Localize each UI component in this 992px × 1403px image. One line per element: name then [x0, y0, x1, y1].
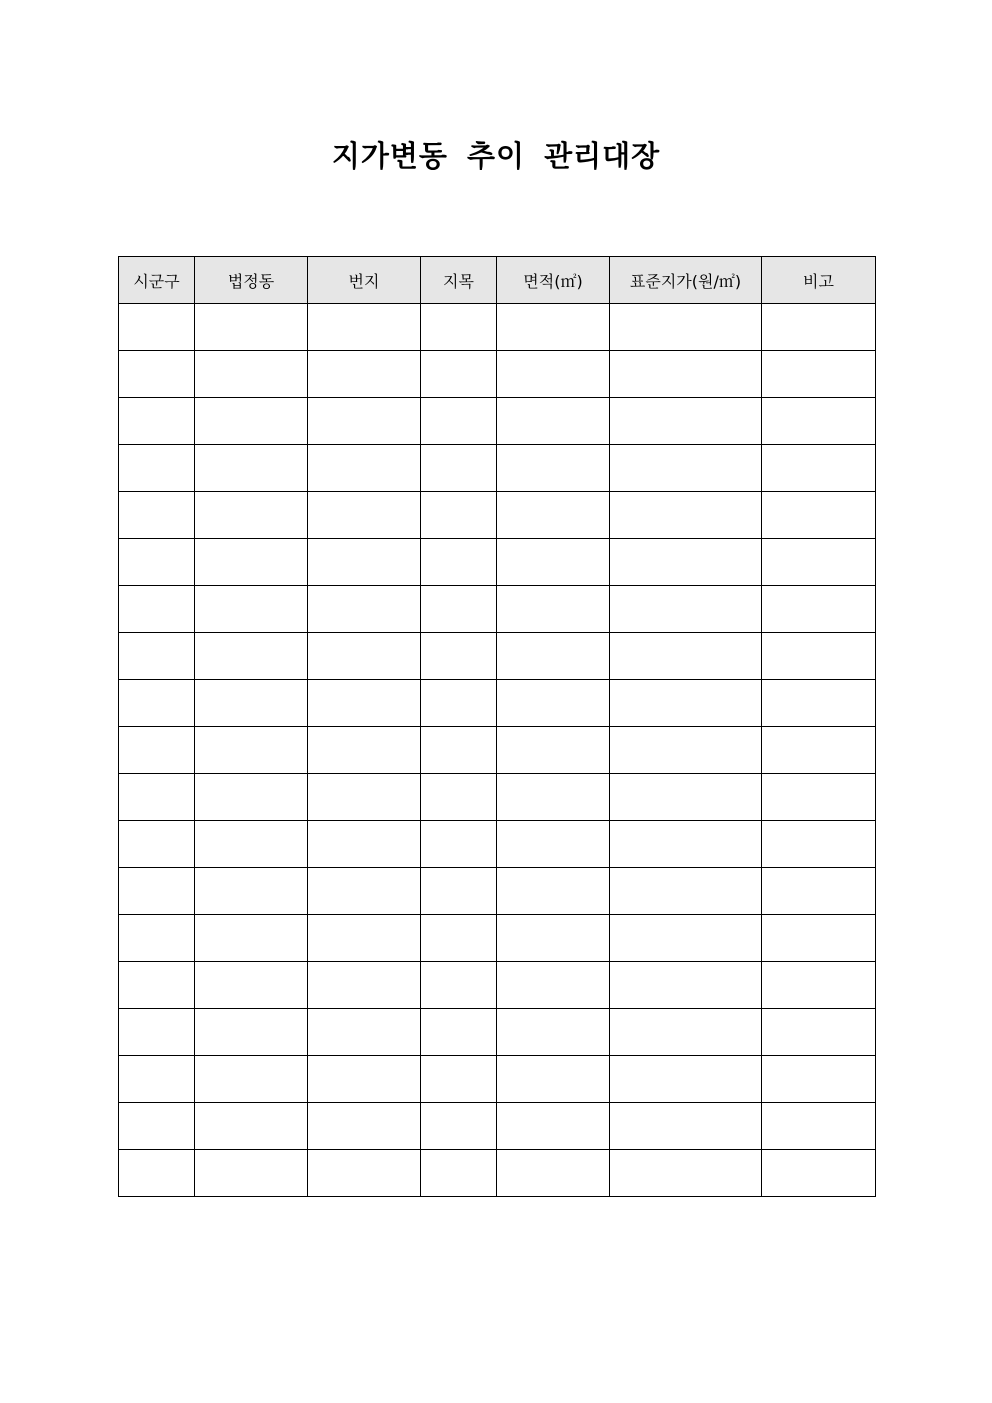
table-cell[interactable] — [119, 868, 195, 915]
table-cell[interactable] — [195, 962, 308, 1009]
table-cell[interactable] — [610, 680, 762, 727]
table-cell[interactable] — [308, 915, 421, 962]
table-cell[interactable] — [421, 727, 497, 774]
table-cell[interactable] — [308, 586, 421, 633]
table-row — [119, 1056, 876, 1103]
header-sigungu: 시군구 — [119, 257, 195, 304]
table-cell[interactable] — [497, 586, 610, 633]
table-cell[interactable] — [421, 774, 497, 821]
table-row — [119, 774, 876, 821]
table-cell[interactable] — [762, 1103, 876, 1150]
table-cell[interactable] — [308, 492, 421, 539]
table-cell[interactable] — [497, 351, 610, 398]
table-cell[interactable] — [119, 586, 195, 633]
table-cell[interactable] — [421, 633, 497, 680]
table-cell[interactable] — [610, 1056, 762, 1103]
table-cell[interactable] — [421, 492, 497, 539]
table-cell[interactable] — [762, 304, 876, 351]
header-standard-land-price: 표준지가(원/㎡) — [610, 257, 762, 304]
table-cell[interactable] — [762, 821, 876, 868]
table-cell[interactable] — [762, 868, 876, 915]
table-row — [119, 633, 876, 680]
table-cell[interactable] — [119, 1150, 195, 1197]
table-cell[interactable] — [762, 680, 876, 727]
table-cell[interactable] — [195, 445, 308, 492]
table-row — [119, 915, 876, 962]
table-cell[interactable] — [195, 821, 308, 868]
table-cell[interactable] — [195, 727, 308, 774]
table-cell[interactable] — [762, 774, 876, 821]
table-cell[interactable] — [497, 1103, 610, 1150]
table-cell[interactable] — [308, 727, 421, 774]
table-row — [119, 1150, 876, 1197]
header-beopjeongdong: 법정동 — [195, 257, 308, 304]
table-cell[interactable] — [119, 1009, 195, 1056]
table-cell[interactable] — [195, 1150, 308, 1197]
table-cell[interactable] — [497, 539, 610, 586]
table-cell[interactable] — [497, 821, 610, 868]
table-cell[interactable] — [119, 633, 195, 680]
table-cell[interactable] — [308, 962, 421, 1009]
table-cell[interactable] — [497, 727, 610, 774]
table-cell[interactable] — [119, 680, 195, 727]
table-cell[interactable] — [497, 915, 610, 962]
header-row — [119, 257, 876, 304]
table-cell[interactable] — [119, 821, 195, 868]
table-cell[interactable] — [119, 1103, 195, 1150]
table-cell[interactable] — [497, 492, 610, 539]
table-cell[interactable] — [497, 680, 610, 727]
table-cell[interactable] — [497, 445, 610, 492]
table-cell[interactable] — [497, 398, 610, 445]
table-cell[interactable] — [762, 1056, 876, 1103]
table-body — [119, 304, 876, 1197]
table-row — [119, 821, 876, 868]
table-cell[interactable] — [421, 821, 497, 868]
table-cell[interactable] — [497, 1056, 610, 1103]
table-cell[interactable] — [421, 680, 497, 727]
table-cell[interactable] — [421, 445, 497, 492]
table-row — [119, 586, 876, 633]
table-cell[interactable] — [497, 868, 610, 915]
table-cell[interactable] — [421, 539, 497, 586]
header-area: 면적(㎡) — [497, 257, 610, 304]
table-cell[interactable] — [610, 962, 762, 1009]
table-cell[interactable] — [762, 1009, 876, 1056]
table-cell[interactable] — [195, 1103, 308, 1150]
table-row — [119, 539, 876, 586]
table-cell[interactable] — [195, 304, 308, 351]
table-cell[interactable] — [421, 1150, 497, 1197]
table-cell[interactable] — [308, 445, 421, 492]
table-cell[interactable] — [610, 915, 762, 962]
table-cell[interactable] — [610, 398, 762, 445]
table-cell[interactable] — [308, 1150, 421, 1197]
table-cell[interactable] — [195, 492, 308, 539]
table-cell[interactable] — [195, 398, 308, 445]
table-cell[interactable] — [497, 304, 610, 351]
table-row — [119, 304, 876, 351]
table-cell[interactable] — [195, 351, 308, 398]
table-cell[interactable] — [195, 915, 308, 962]
table-row — [119, 962, 876, 1009]
table-cell[interactable] — [421, 351, 497, 398]
table-row — [119, 492, 876, 539]
table-cell[interactable] — [308, 539, 421, 586]
table-cell[interactable] — [610, 445, 762, 492]
table-cell[interactable] — [762, 1150, 876, 1197]
table-cell[interactable] — [610, 868, 762, 915]
table-cell[interactable] — [421, 1056, 497, 1103]
table-cell[interactable] — [497, 633, 610, 680]
table-cell[interactable] — [195, 586, 308, 633]
table-cell[interactable] — [421, 304, 497, 351]
table-cell[interactable] — [497, 774, 610, 821]
table-cell[interactable] — [421, 1009, 497, 1056]
table-cell[interactable] — [610, 492, 762, 539]
table-cell[interactable] — [119, 1056, 195, 1103]
table-row — [119, 398, 876, 445]
table-cell[interactable] — [421, 1103, 497, 1150]
table-cell[interactable] — [762, 915, 876, 962]
table-row — [119, 1103, 876, 1150]
header-lot-number: 번지 — [308, 257, 421, 304]
table-cell[interactable] — [308, 304, 421, 351]
page-title: 지가변동 추이 관리대장 — [331, 139, 661, 173]
header-land-category: 지목 — [421, 257, 497, 304]
table-cell[interactable] — [119, 539, 195, 586]
table-row — [119, 868, 876, 915]
table-cell[interactable] — [762, 633, 876, 680]
table-cell[interactable] — [421, 868, 497, 915]
table-cell[interactable] — [308, 821, 421, 868]
table-cell[interactable] — [762, 586, 876, 633]
table-cell[interactable] — [308, 633, 421, 680]
table-cell[interactable] — [762, 962, 876, 1009]
table-cell[interactable] — [195, 868, 308, 915]
table-cell[interactable] — [308, 1009, 421, 1056]
table-cell[interactable] — [610, 821, 762, 868]
table-cell[interactable] — [421, 586, 497, 633]
table-cell[interactable] — [762, 492, 876, 539]
table-row — [119, 445, 876, 492]
table-cell[interactable] — [421, 962, 497, 1009]
table-cell[interactable] — [308, 1103, 421, 1150]
table-cell[interactable] — [195, 1009, 308, 1056]
table-cell[interactable] — [308, 398, 421, 445]
table-cell[interactable] — [610, 1103, 762, 1150]
table-cell[interactable] — [308, 868, 421, 915]
table-cell[interactable] — [610, 1009, 762, 1056]
table-cell[interactable] — [421, 398, 497, 445]
table-cell[interactable] — [421, 915, 497, 962]
table-cell[interactable] — [195, 680, 308, 727]
table-cell[interactable] — [762, 398, 876, 445]
table-cell[interactable] — [119, 492, 195, 539]
table-cell[interactable] — [195, 633, 308, 680]
table-cell[interactable] — [497, 1009, 610, 1056]
table-cell[interactable] — [119, 445, 195, 492]
table-row — [119, 1009, 876, 1056]
table-cell[interactable] — [119, 774, 195, 821]
table-cell[interactable] — [308, 351, 421, 398]
header-remarks: 비고 — [762, 257, 876, 304]
table-cell[interactable] — [762, 539, 876, 586]
table-cell[interactable] — [610, 539, 762, 586]
table-cell[interactable] — [119, 304, 195, 351]
table-cell[interactable] — [119, 398, 195, 445]
table-cell[interactable] — [610, 304, 762, 351]
table-cell[interactable] — [308, 680, 421, 727]
table-cell[interactable] — [610, 1150, 762, 1197]
table-cell[interactable] — [610, 586, 762, 633]
table-row — [119, 727, 876, 774]
table-cell[interactable] — [195, 1056, 308, 1103]
table-cell[interactable] — [610, 727, 762, 774]
table-cell[interactable] — [762, 727, 876, 774]
table-cell[interactable] — [119, 351, 195, 398]
table-cell[interactable] — [497, 1150, 610, 1197]
table-cell[interactable] — [497, 962, 610, 1009]
table-cell[interactable] — [119, 962, 195, 1009]
table-row — [119, 680, 876, 727]
table-row — [119, 351, 876, 398]
table-cell[interactable] — [119, 915, 195, 962]
table-cell[interactable] — [195, 774, 308, 821]
table-cell[interactable] — [119, 727, 195, 774]
table-cell[interactable] — [762, 351, 876, 398]
table-cell[interactable] — [610, 351, 762, 398]
table-cell[interactable] — [308, 774, 421, 821]
land-price-ledger-table — [118, 256, 876, 1197]
table-cell[interactable] — [195, 539, 308, 586]
table-cell[interactable] — [610, 774, 762, 821]
table-cell[interactable] — [308, 1056, 421, 1103]
table-cell[interactable] — [610, 633, 762, 680]
table-cell[interactable] — [762, 445, 876, 492]
